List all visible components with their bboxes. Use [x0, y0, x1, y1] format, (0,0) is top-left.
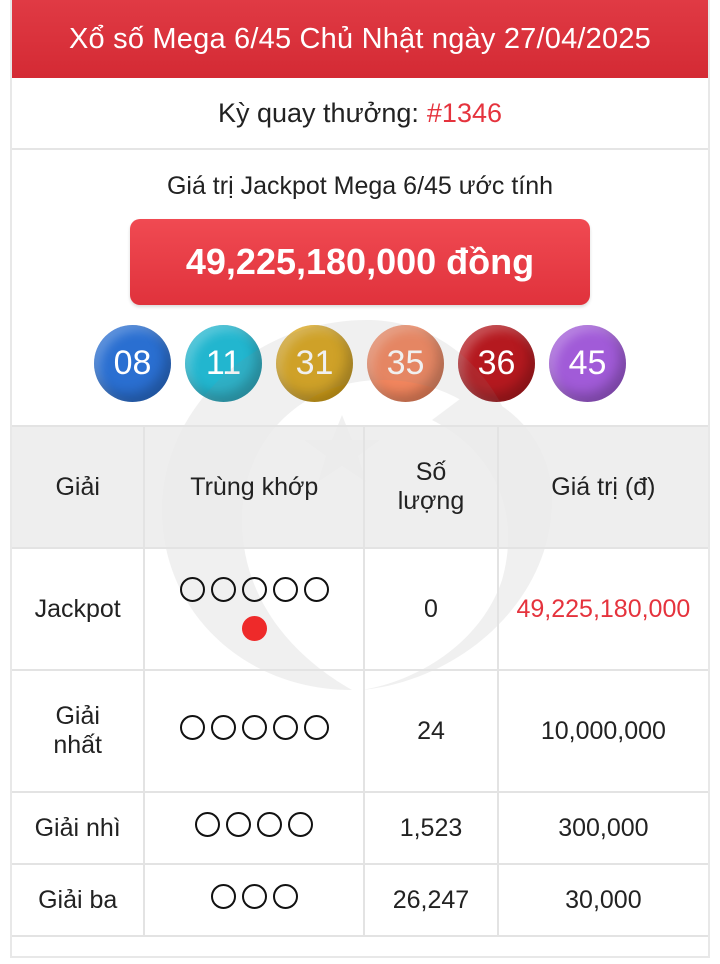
circle-icon: [273, 715, 298, 740]
circle-icon: [304, 715, 329, 740]
circle-icon: [242, 577, 267, 602]
circle-icon: [273, 884, 298, 909]
page-title: Xổ số Mega 6/45 Chủ Nhật ngày 27/04/2025: [12, 0, 708, 78]
circle-icon: [180, 577, 205, 602]
circle-icon: [211, 884, 236, 909]
header-match: Trùng khớp: [144, 426, 364, 548]
table-header-row: [12, 426, 708, 548]
circle-icon: [180, 715, 205, 740]
draw-info: [12, 78, 708, 150]
table-row: [12, 792, 708, 864]
winning-numbers: [12, 325, 708, 402]
ball-5: 36: [458, 325, 535, 402]
results-card: [10, 0, 710, 958]
prize-table: [12, 425, 708, 937]
jackpot-value: 49,225,180,000 đồng: [130, 219, 590, 305]
match-indicator: [144, 548, 364, 670]
winner-count: 24: [364, 670, 498, 792]
header-count: [364, 426, 498, 548]
ball-2: 11: [185, 325, 262, 402]
filled-circle-icon: [242, 616, 267, 641]
circle-icon: [257, 812, 282, 837]
ball-6: 45: [549, 325, 626, 402]
prize-value: 49,225,180,000: [498, 548, 708, 670]
jackpot-label: Giá trị Jackpot Mega 6/45 ước tính: [166, 172, 554, 200]
ball-4: 35: [367, 325, 444, 402]
prize-name: Jackpot: [12, 548, 144, 670]
prize-name: [12, 670, 144, 792]
header-count-line2: lượng: [397, 487, 465, 515]
table-row: [12, 548, 708, 670]
match-indicator: [144, 864, 364, 936]
prize-value: 10,000,000: [498, 670, 708, 792]
ball-1: 08: [94, 325, 171, 402]
ball-3: 31: [276, 325, 353, 402]
winner-count: 1,523: [364, 792, 498, 864]
circle-icon: [288, 812, 313, 837]
table-row: [12, 864, 708, 936]
draw-number[interactable]: #1346: [426, 97, 502, 128]
header-count-line1: Số: [415, 458, 447, 486]
circle-icon: [242, 884, 267, 909]
match-indicator: [144, 670, 364, 792]
header-prize: Giải: [12, 426, 144, 548]
circle-icon: [226, 812, 251, 837]
circle-icon: [273, 577, 298, 602]
prize-name-line1: Giải: [55, 702, 100, 730]
circle-icon: [195, 812, 220, 837]
circle-icon: [211, 577, 236, 602]
match-indicator: [144, 792, 364, 864]
circle-icon: [304, 577, 329, 602]
prize-value: 300,000: [498, 792, 708, 864]
winner-count: 0: [364, 548, 498, 670]
prize-name-line2: nhất: [53, 731, 103, 759]
prize-name: Giải nhì: [12, 792, 144, 864]
prize-name: Giải ba: [12, 864, 144, 936]
draw-label: Kỳ quay thưởng:: [218, 97, 419, 128]
prize-value: 30,000: [498, 864, 708, 936]
circle-icon: [242, 715, 267, 740]
header-value: Giá trị (đ): [498, 426, 708, 548]
table-row: [12, 670, 708, 792]
circle-icon: [211, 715, 236, 740]
winner-count: 26,247: [364, 864, 498, 936]
